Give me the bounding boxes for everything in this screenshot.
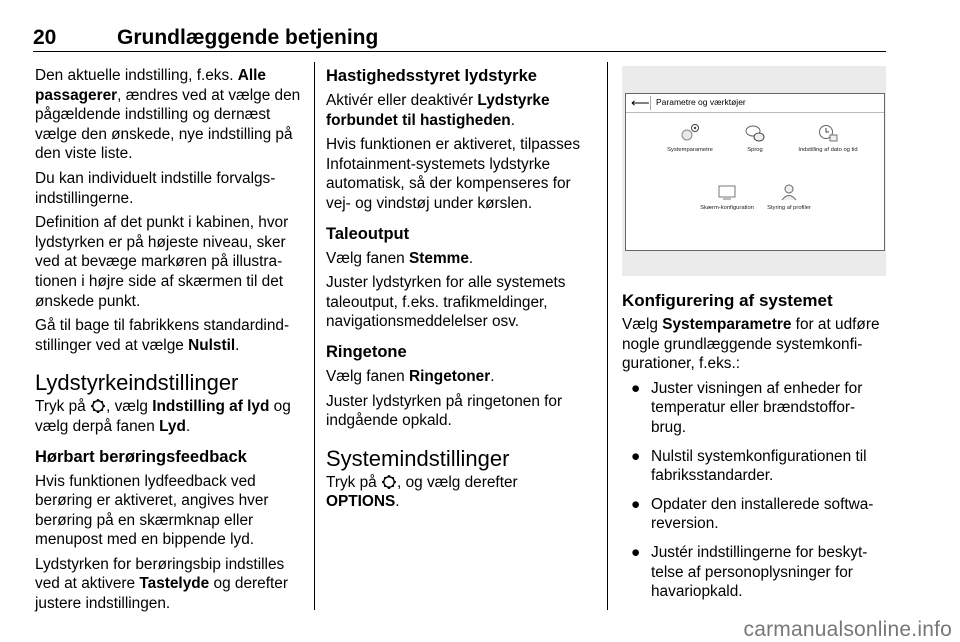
clock-icon bbox=[816, 122, 840, 144]
section-heading: Systemindstillinger bbox=[326, 445, 510, 471]
paragraph: Aktivér eller deaktivér Lydstyrke forbundet til hastigheden. bbox=[326, 92, 550, 129]
column-middle bbox=[326, 66, 594, 517]
tile-screen-configuration[interactable] bbox=[694, 182, 760, 211]
bullet-icon: ● bbox=[631, 495, 641, 513]
tile-label: Indstilling af dato og tid bbox=[798, 147, 858, 153]
screen-illustration bbox=[622, 66, 886, 276]
divider bbox=[650, 96, 651, 110]
paragraph: Den aktuelle indstilling, f.eks. Alle passagerer, ændres ved at vælge den pågældende indstilling og dernæst vælge den ønskede, nye indstilling på den viste liste. bbox=[35, 67, 301, 163]
monitor-icon bbox=[715, 182, 739, 202]
paragraph: Tryk på , og vælg derefter OPTIONS. bbox=[326, 473, 518, 511]
watermark: carmanualsonline.info bbox=[743, 618, 952, 641]
paragraph: Hvis funktionen lydfeedback ved berøring er aktiveret, angives hver berøring på en skærmknap eller menupost med en bippende lyd. bbox=[35, 472, 269, 549]
paragraph: Hvis funktionen er aktiveret, tilpasses Infotainment-systemets lydstyrke automatisk, så der kompenseres for vej- og vindstøj under kørslen. bbox=[326, 136, 581, 212]
list-item: ● Nulstil systemkonfigurationen til fabriksstandarder. bbox=[631, 447, 867, 485]
subsection-heading: Konfigurering af systemet bbox=[622, 291, 833, 310]
screen-title-bar bbox=[626, 94, 884, 113]
page-title: Grundlæggende betjening bbox=[117, 26, 379, 49]
screen-title: Parametre og værktøjer bbox=[656, 97, 746, 107]
paragraph: Gå til bage til fabrikkens standardind-stillinger ved at vælge Nulstil. bbox=[35, 317, 290, 354]
column-right bbox=[622, 290, 886, 611]
tile-label: Styring af profiler bbox=[767, 205, 811, 211]
column-divider bbox=[314, 62, 315, 610]
bullet-icon: ● bbox=[631, 543, 641, 561]
tile-label: Sprog bbox=[747, 147, 763, 153]
tile-date-time[interactable] bbox=[788, 122, 868, 153]
tile-language[interactable] bbox=[725, 122, 785, 153]
page-number: 20 bbox=[33, 26, 57, 49]
screen-display bbox=[625, 93, 885, 251]
bullet-icon: ● bbox=[631, 447, 641, 465]
subsection-heading: Taleoutput bbox=[326, 224, 410, 243]
paragraph: Du kan individuelt indstille forvalgs-indstillingerne. bbox=[35, 169, 276, 207]
tile-profile-management[interactable] bbox=[756, 182, 822, 211]
bullet-list bbox=[622, 379, 886, 602]
list-item: ● Opdater den installerede softwa-reversion. bbox=[631, 495, 874, 533]
paragraph: Vælg fanen Ringetoner. bbox=[326, 367, 495, 385]
gears-icon bbox=[678, 122, 702, 144]
language-icon bbox=[743, 122, 767, 144]
section-heading: Lydstyrkeindstillinger bbox=[35, 370, 239, 396]
paragraph: Tryk på , vælg Indstilling af lyd og vælg derpå fanen Lyd. bbox=[35, 398, 291, 435]
bullet-icon: ● bbox=[631, 379, 641, 397]
tile-system-parameters[interactable] bbox=[660, 122, 720, 153]
back-arrow-icon[interactable]: ⟵ bbox=[631, 95, 650, 110]
tile-label: Systemparametre bbox=[667, 147, 713, 153]
profile-icon bbox=[777, 182, 801, 202]
tile-label: Skærm-konfiguration bbox=[700, 205, 754, 211]
gear-icon bbox=[381, 474, 397, 490]
column-left bbox=[35, 66, 303, 619]
page-header bbox=[33, 25, 886, 52]
subsection-heading: Ringetone bbox=[326, 342, 407, 361]
list-item: ● Juster visningen af enheder for temperatur eller brændstoffor-brug. bbox=[631, 379, 863, 436]
paragraph: Vælg Systemparametre for at udføre nogle grundlæggende systemkonfi-gurationer, f.eks.: bbox=[622, 316, 880, 373]
subsection-heading: Hørbart berøringsfeedback bbox=[35, 447, 247, 466]
paragraph: Juster lydstyrken på ringetonen for indgående opkald. bbox=[326, 392, 563, 430]
gear-icon bbox=[90, 398, 106, 414]
column-divider bbox=[607, 62, 608, 610]
paragraph: Definition af det punkt i kabinen, hvor lydstyrken er på højeste niveau, sker ved at bevæge markøren på illustra-tionen i højre side af skærmen til det ønskede punkt. bbox=[35, 214, 289, 310]
paragraph: Vælg fanen Stemme. bbox=[326, 249, 474, 267]
paragraph: Juster lydstyrken for alle systemets taleoutput, f.eks. trafikmeldinger, navigationsmeddelelser osv. bbox=[326, 274, 566, 331]
list-item: ● Justér indstillingerne for beskyt-telse af personoplysninger for havariopkald. bbox=[631, 543, 868, 601]
subsection-heading: Hastighedsstyret lydstyrke bbox=[326, 67, 537, 85]
paragraph: Lydstyrken for berøringsbip indstilles ved at aktivere Tastelyde og derefter justere indstillingen. bbox=[35, 555, 288, 613]
